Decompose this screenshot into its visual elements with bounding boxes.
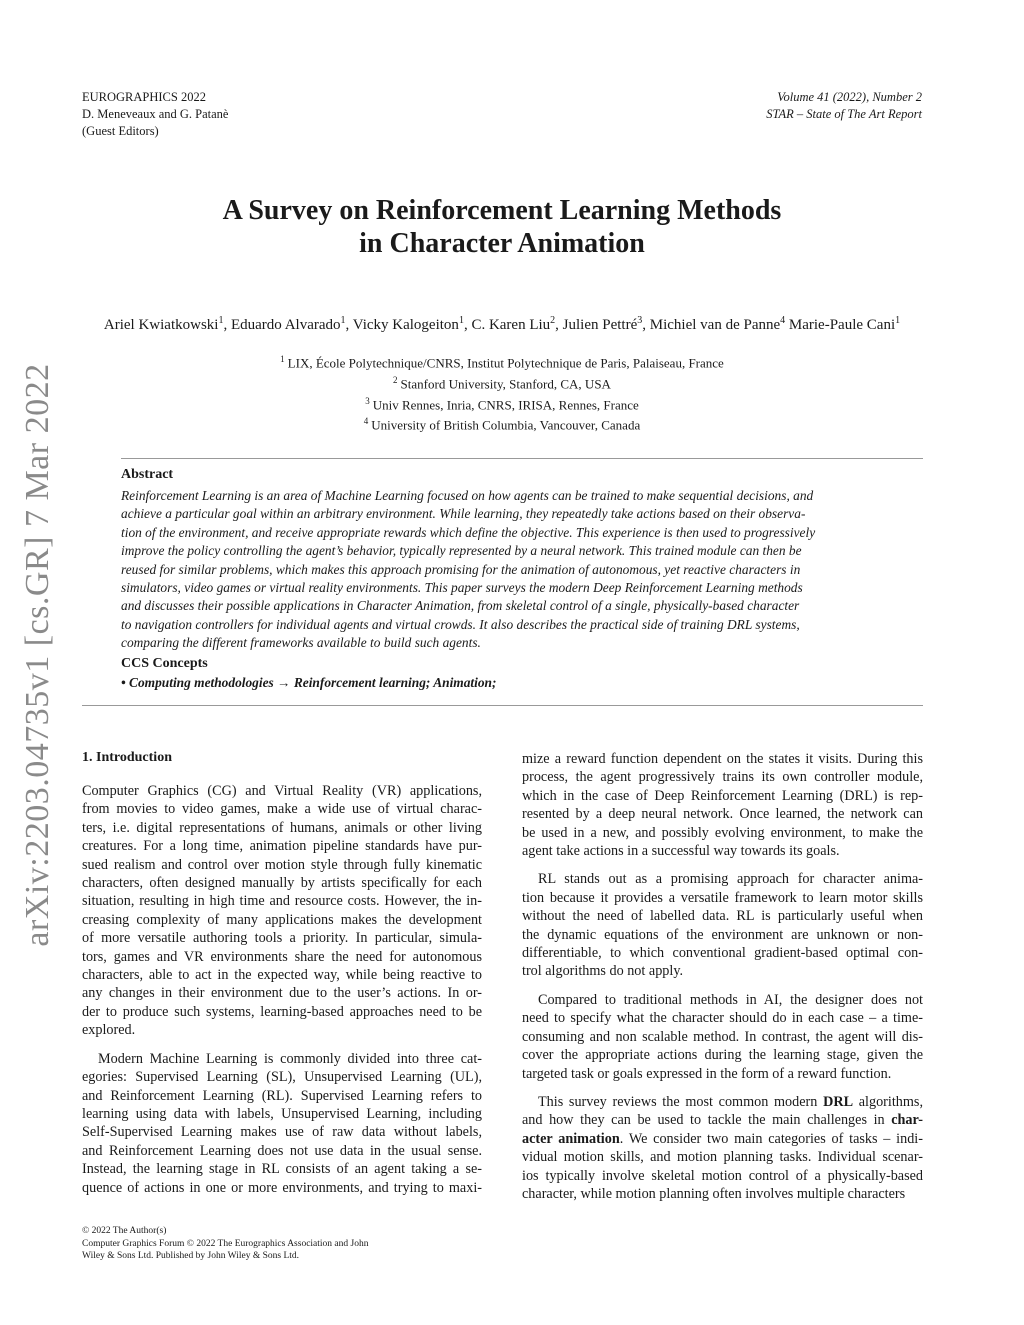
text-line: egories: Supervised Learning (SL), Unsupervised Learning (UL), <box>82 1069 482 1086</box>
text-line: tion because it provides a versatile framework to learn motor skills <box>522 889 923 906</box>
footer-line: Wiley & Sons Ltd. Published by John Wiley & Sons Ltd. <box>82 1251 300 1261</box>
paragraph <box>82 782 482 1040</box>
text-line: Computer Graphics (CG) and Virtual Reality (VR) applications, <box>82 783 482 799</box>
text-line: process, the agent progressively trains its own controller module, <box>522 769 923 786</box>
editors-role: (Guest Editors) <box>82 124 159 138</box>
author-name: C. Karen Liu <box>471 317 551 333</box>
author-separator: , <box>463 317 472 333</box>
abstract-line: simulators, video games or virtual reality environments. This paper surveys the modern Deep Reinforcement Learning methods <box>121 580 803 596</box>
ccs-heading: CCS Concepts <box>121 656 208 671</box>
text-line: quence of actions in one or more environments, and trying to maxi- <box>82 1179 482 1196</box>
author-separator: , <box>642 317 650 333</box>
text-line: targeted task or goals expressed in the form of a reward function. <box>522 1065 892 1082</box>
author-name: Eduardo Alvarado <box>230 317 341 333</box>
text-line: resented by a deep neural network. Once learned, the network can <box>522 806 923 823</box>
author-separator: , <box>223 317 231 333</box>
author-affiliation-mark: 1 <box>340 315 346 326</box>
abstract-line: to navigation controllers for individual agents and virtual crowds. It also describes the practical side of training DRL systems, <box>121 616 800 632</box>
text-line: agent take actions in a successful way towards its goals. <box>522 843 840 860</box>
copyright-footer <box>82 1225 368 1263</box>
text-line: vidual motion skills, and motion planning tasks. Individual scenar- <box>522 1149 923 1166</box>
abstract-line: and discusses their possible applications in Character Animation, from skeletal control of a single, physically-based character <box>121 598 800 614</box>
author-affiliation-mark: 1 <box>458 315 464 326</box>
paragraph-gap <box>522 1083 923 1093</box>
ccs-concepts: • Computing methodologies → Reinforcement learning; Animation; <box>121 675 497 690</box>
volume-header <box>766 89 922 123</box>
affiliation-number: 2 <box>393 374 398 385</box>
paragraph <box>82 1050 482 1197</box>
affiliation-number: 4 <box>363 416 369 427</box>
text-line: consuming and non scalable method. In contrast, the agent will dis- <box>522 1028 923 1045</box>
abstract-line: tion of the environment, and receive appropriate rewards which define the objective. This experience is then used to progressively <box>121 524 816 540</box>
author-separator: , <box>555 317 563 333</box>
text-line: be used in a new, and possibly evolving environment, to make the <box>522 824 923 841</box>
title-line: in Character Animation <box>359 228 645 259</box>
text-line: which in the case of Deep Reinforcement Learning (DRL) is rep- <box>522 787 923 804</box>
arxiv-id: arXiv:2203.04735v1 [cs.GR] 7 Mar 2022 <box>19 363 56 947</box>
affiliation <box>0 351 1004 372</box>
author-name: Ariel Kwiatkowski <box>103 317 219 333</box>
text-line: cover the appropriate actions during the learning stage, given the <box>522 1047 923 1064</box>
section-heading: 1. Introduction <box>82 750 172 765</box>
bold-term: DRL <box>823 1093 854 1110</box>
text-line: character, while motion planning often involves multiple characters <box>522 1185 906 1202</box>
text-line: sued realism and control over motion style through fully kinematic <box>82 856 482 873</box>
text-line: Compared to traditional methods in AI, the designer does not <box>538 991 923 1008</box>
author-name: Marie-Paule Cani <box>788 317 896 333</box>
paragraph-gap <box>522 981 923 991</box>
text-line: the dynamic equations of the environment are unknown or non- <box>522 926 923 943</box>
author-name: Vicky Kalogeiton <box>352 317 459 333</box>
title-line: A Survey on Reinforcement Learning Methods <box>222 195 782 226</box>
text-line: any changes in their environment due to the user’s actions. In or- <box>82 985 482 1002</box>
affiliation-number: 3 <box>365 395 370 406</box>
abstract-body <box>121 487 891 653</box>
abstract-line: Reinforcement Learning is an area of Machine Learning focused on how agents can be trained to make sequential decisions, and <box>121 488 814 503</box>
affiliation-list <box>0 351 1004 434</box>
text-line: tors, games and VR environments share the need for autonomous <box>82 948 482 965</box>
text-line: acter animation. We consider two main categories of tasks – indi- <box>522 1130 923 1147</box>
right-column <box>522 750 923 1203</box>
affiliation <box>0 372 1004 393</box>
text-line: der to produce such systems, learning-based approaches need to be <box>82 1003 482 1020</box>
text-line: explored. <box>82 1022 136 1039</box>
text-line: differentiable, to which conventional gradient-based optimal con- <box>522 945 923 962</box>
paragraph <box>522 1093 923 1203</box>
text-line: need to specify what the character should do in each case – a time- <box>522 1010 923 1027</box>
divider <box>121 458 923 459</box>
affiliation <box>0 393 1004 414</box>
author-separator: , <box>345 317 353 333</box>
text-line: and how they can be used to tackle the main challenges in char- <box>522 1112 923 1129</box>
text-line: situation, resulting in high time and resource costs. However, the in- <box>82 893 482 910</box>
text-line: ios typically involve skeletal motion control of a physically-based <box>522 1167 923 1184</box>
text-line: from movies to video games, make a wide use of virtual charac- <box>82 801 482 818</box>
author-name: Michiel van de Panne <box>649 317 781 333</box>
left-column <box>82 782 482 1197</box>
author-affiliation-mark: 1 <box>895 315 901 326</box>
report-type: STAR – State of The Art Report <box>766 107 922 121</box>
paper-title <box>0 194 1004 260</box>
paragraph <box>522 870 923 980</box>
abstract-line: comparing the different frameworks available to build such agents. <box>121 635 481 651</box>
conference-name: EUROGRAPHICS 2022 <box>82 90 206 104</box>
author-affiliation-mark: 4 <box>780 315 786 326</box>
arxiv-stamp <box>8 355 68 955</box>
bold-term: acter animation <box>522 1130 620 1147</box>
footer-line: © 2022 The Author(s) <box>82 1226 167 1236</box>
text-line: trol algorithms do not apply. <box>522 963 684 980</box>
text-line: characters, often designed manually by artists specifically for each <box>82 875 482 892</box>
paragraph-gap <box>82 1040 482 1050</box>
author-affiliation-mark: 2 <box>550 315 556 326</box>
text-line: learning using data with labels, Unsupervised Learning, including <box>82 1105 482 1122</box>
volume-info: Volume 41 (2022), Number 2 <box>777 90 922 104</box>
editors: D. Meneveaux and G. Patanè <box>82 107 229 121</box>
abstract-line: reused for similar problems, which makes this approach promising for the animation of autonomous, yet reactive characters in <box>121 561 801 577</box>
affiliation-text: LIX, École Polytechnique/CNRS, Institut Polytechnique de Paris, Palaiseau, France <box>287 355 724 371</box>
text-line: mize a reward function dependent on the states it visits. During this <box>522 751 923 767</box>
text-line: creatures. For a long time, animation pipeline standards have pur- <box>82 838 482 855</box>
abstract-heading: Abstract <box>121 467 174 482</box>
author-affiliation-mark: 1 <box>218 315 224 326</box>
paragraph-gap <box>522 860 923 870</box>
text-line: Modern Machine Learning is commonly divided into three cat- <box>98 1050 482 1067</box>
abstract-line: improve the policy controlling the agent’s behavior, typically represented by a neural network. This trained module can then be <box>121 543 802 559</box>
text-line: and Reinforcement Learning does not use data in the usual sense. <box>82 1142 482 1159</box>
text-line: characters, able to act in the expected way, while being reactive to <box>82 967 482 984</box>
text-line: of more versatile authoring tools a priority. In particular, simula- <box>82 930 482 947</box>
divider <box>82 705 923 706</box>
affiliation <box>0 413 1004 434</box>
affiliation-text: University of British Columbia, Vancouver, Canada <box>371 417 641 433</box>
author-affiliation-mark: 3 <box>637 315 643 326</box>
text-line: ters, i.e. digital representations of humans, animals or other living <box>82 819 482 836</box>
paragraph <box>522 750 923 860</box>
affiliation-text: Stanford University, Stanford, CA, USA <box>400 376 611 392</box>
author-name: Julien Pettré <box>562 317 638 333</box>
text-line: RL stands out as a promising approach for character anima- <box>538 871 923 888</box>
abstract-line: achieve a particular goal within an arbitrary environment. While learning, they repeatedly take actions based on their observa- <box>121 506 806 522</box>
text-line: Self-Supervised Learning makes use of raw data without labels, <box>82 1124 482 1141</box>
author-list <box>0 315 1004 334</box>
affiliation-number: 1 <box>280 354 285 364</box>
paragraph <box>522 991 923 1083</box>
text-line: and Reinforcement Learning (RL). Supervised Learning refers to <box>82 1087 482 1104</box>
journal-header <box>82 89 228 140</box>
footer-line: Computer Graphics Forum © 2022 The Eurographics Association and John <box>82 1238 369 1249</box>
affiliation-text: Univ Rennes, Inria, CNRS, IRISA, Rennes, France <box>372 396 639 412</box>
text-line: creasing complexity of many applications makes the development <box>82 911 482 928</box>
text-line: without the need of labelled data. RL is particularly useful when <box>522 908 923 925</box>
text-line: This survey reviews the most common modern DRL algorithms, <box>538 1093 923 1110</box>
bold-term: char- <box>891 1112 923 1129</box>
text-line: Instead, the learning stage in RL consists of an agent taking a se- <box>82 1161 482 1178</box>
